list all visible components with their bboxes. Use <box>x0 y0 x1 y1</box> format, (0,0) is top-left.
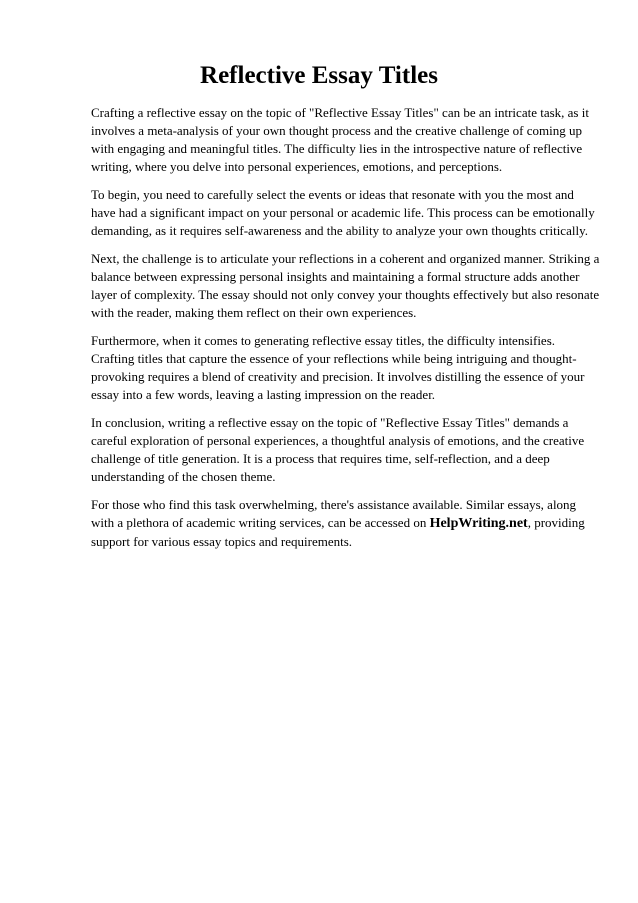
closing-text-before: For those who find this task overwhelming, there's assistance available. Similar essays, along with a plethora of academic writing services, can be accessed on <box>91 497 577 530</box>
paragraph-furthermore: Furthermore, when it comes to generating reflective essay titles, the difficulty intensifies. Crafting titles that capture the essence of your reflections while being intriguing and thought-provoking requires a blend of creativity and precision. It involves distilling the essence of your essay into a few words, leaving a lasting impression on the reader. <box>91 333 585 402</box>
brand-link[interactable]: HelpWriting.net <box>429 516 528 531</box>
closing-text-after: , providing support for various essay topics and requirements. <box>91 515 585 549</box>
paragraph-begin: To begin, you need to carefully select the events or ideas that resonate with you the most and have had a significant impact on your personal or academic life. This process can be emotionally demanding, as it requires self-awareness and the ability to analyze your own thoughts critically. <box>91 187 595 238</box>
paragraph-closing <box>91 496 601 551</box>
document-title: Reflective Essay Titles <box>200 62 438 89</box>
paragraph-intro: Crafting a reflective essay on the topic of "Reflective Essay Titles" can be an intricate task, as it involves a meta-analysis of your own thought process and the creative challenge of coming up with engaging and meaningful titles. The difficulty lies in the introspective nature of reflective writing, where you delve into personal experiences, emotions, and perceptions. <box>91 105 589 174</box>
document-body <box>91 104 601 561</box>
paragraph-conclusion: In conclusion, writing a reflective essay on the topic of "Reflective Essay Titles" demands a careful exploration of personal experiences, a thoughtful analysis of emotions, and the creative challenge of title generation. It is a process that requires time, self-reflection, and a deep understanding of the chosen theme. <box>91 415 585 484</box>
paragraph-next: Next, the challenge is to articulate your reflections in a coherent and organized manner. Striking a balance between expressing personal insights and maintaining a formal structure adds another layer of complexity. The essay should not only convey your thoughts effectively but also resonate with the reader, making them reflect on their own experiences. <box>91 251 600 320</box>
